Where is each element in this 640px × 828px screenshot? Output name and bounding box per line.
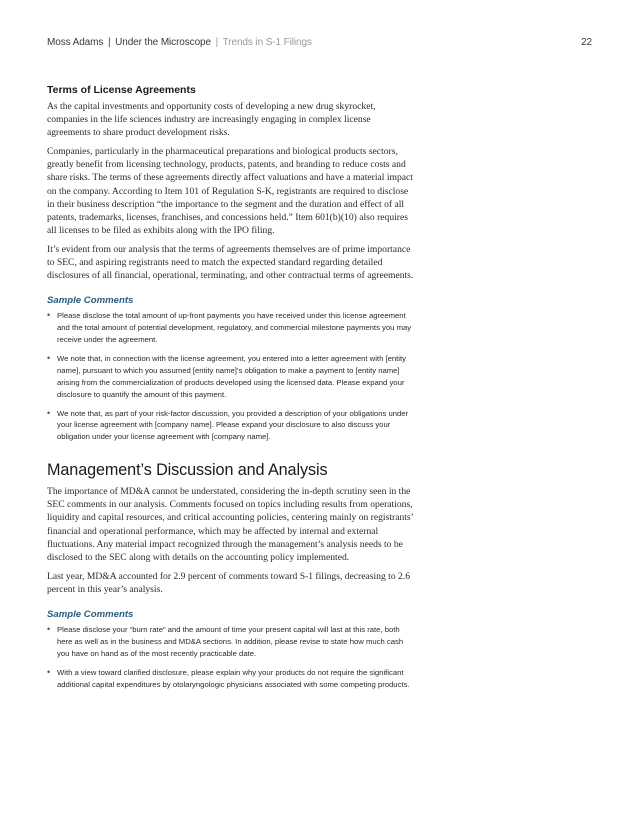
body-paragraph: The importance of MD&A cannot be understated, considering the in-depth scrutiny seen in the SEC comments in our analysis. Comments focused on topics including results from operations, liquidity and capital resources, and critical accounting policies, centering mainly on registrants’ financial and operational performance, which may be affected by internal and external fluctuations. Any material impact recognized through the management’s analysis needs to be disclosed to the SEC along with details on the accounting policy implemented.	[47, 486, 414, 563]
body-paragraph: Companies, particularly in the pharmaceutical preparations and biological products sectors, greatly benefit from licensing technology, products, patents, and branding to reduce costs and share risks. The terms of these agreements directly affect valuations and have a material impact on the company. According to Item 101 of Regulation S-K, registrants are required to disclose in their business description “the importance to the segment and the duration and effect of all patents, trademarks, licenses, franchises, and concessions held.” Item 601(b)(10) also requires all licenses to be filed as exhibits along with the IPO filing.	[47, 146, 413, 236]
section-title: Management’s Discussion and Analysis	[47, 461, 328, 480]
comment-text: With a view toward clarified disclosure, please explain why your products do not require the significant additional capital expenditures by otolaryngologic physicians associated with some competing products.	[57, 667, 410, 689]
sample-comments-heading: Sample Comments	[47, 295, 134, 307]
bullet-icon: •	[47, 666, 51, 677]
breadcrumb	[47, 37, 312, 48]
section-heading: Terms of License Agreements	[47, 84, 196, 96]
running-header	[47, 37, 592, 51]
header-separator: |	[107, 37, 111, 48]
comment-text: We note that, as part of your risk-factor discussion, you provided a description of your obligations under your license agreement with [company name]. Please expand your disclosure to also discuss your obligation under your license agreement with [company name].	[57, 408, 409, 442]
license-section	[47, 84, 415, 443]
list-item	[47, 353, 415, 401]
comment-text: Please disclose your “burn rate” and the amount of time your present capital will last at this rate, both here as well as in the business and MD&A sections. In addition, please revise to state how much cash you have on hand as of the most recently practicable date.	[57, 625, 404, 658]
main-content	[47, 84, 415, 698]
body-paragraph: As the capital investments and opportunity costs of developing a new drug skyrocket, companies in the life sciences industry are increasingly engaging in complex license agreements to share product development risks.	[47, 101, 376, 139]
header-separator: |	[215, 37, 219, 48]
header-series: Under the Microscope	[115, 37, 211, 48]
bullet-icon: •	[47, 407, 51, 418]
list-item	[47, 667, 415, 691]
comment-text: We note that, in connection with the license agreement, you entered into a letter agreement with [entity name], pursuant to which you assumed [entity name]’s obligation to make a payment to [entity name] arising from the commercialization of products developed using the licensed data. Please expand your disclosure to quantify the amount of this payment.	[57, 353, 406, 399]
sample-comments-heading: Sample Comments	[47, 609, 134, 621]
header-topic: Trends in S-1 Filings	[222, 37, 312, 48]
list-item	[47, 624, 415, 660]
sample-comments-list	[47, 624, 415, 691]
bullet-icon: •	[47, 310, 51, 321]
mda-section	[47, 461, 415, 690]
header-company: Moss Adams	[47, 37, 104, 48]
body-paragraph: It’s evident from our analysis that the terms of agreements themselves are of prime importance to SEC, and aspiring registrants need to match the expected standard regarding detailed disclosures of all financial, operational, terminating, and other contractual terms of agreements.	[47, 243, 414, 282]
bullet-icon: •	[47, 624, 51, 635]
page-number: 22	[581, 37, 592, 48]
comment-text: Please disclose the total amount of up-front payments you have received under this license agreement and the total amount of potential development, regulatory, and commercial milestone payments you may receive under the agreement.	[57, 311, 412, 345]
bullet-icon: •	[47, 352, 51, 363]
body-paragraph: Last year, MD&A accounted for 2.9 percent of comments toward S-1 filings, decreasing to 2.6 percent in this year’s analysis.	[47, 570, 411, 595]
list-item	[47, 408, 415, 444]
list-item	[47, 310, 415, 346]
sample-comments-list	[47, 310, 415, 443]
